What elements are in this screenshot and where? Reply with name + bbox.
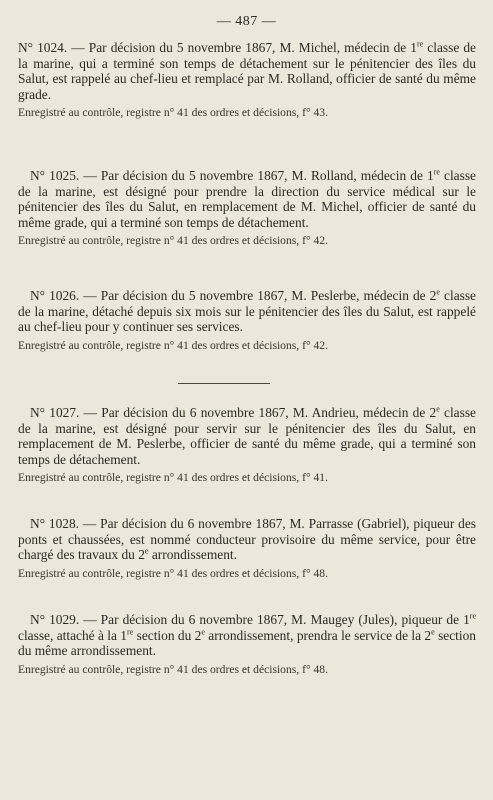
decision-entry-1024	[18, 40, 476, 120]
decision-entry-1028	[18, 516, 476, 581]
decision-text: N° 1027. — Par décision du 6 novembre 1867, M. Andrieu, médecin de 2e classe de la marine, est désigné pour servir sur le pénitencier des îles du Salut, en remplacement de M. Peslerbe, officier de santé du même grade, qui a terminé son temps de détachement.	[18, 404, 476, 467]
page-number: — 487 —	[216, 14, 277, 29]
decision-text: N° 1026. — Par décision du 5 novembre 1867, M. Peslerbe, médecin de 2e classe de la marine, détaché depuis six mois sur le pénitencier des îles du Salut, est rappelé au chef-lieu pour y continuer ses services.	[18, 287, 476, 335]
decision-text: N° 1024. — Par décision du 5 novembre 1867, M. Michel, médecin de 1re classe de la marine, qui a terminé son temps de détachement sur le pénitencier des îles du Salut, est rappelé au chef-lieu et remplacé par M. Rolland, officier de santé du même grade.	[18, 39, 476, 102]
decision-text: N° 1029. — Par décision du 6 novembre 1867, M. Maugey (Jules), piqueur de 1re classe, attaché à la 1re section du 2e arrondissement, prendra le service de la 2e section du même arrondissement.	[18, 611, 477, 659]
decision-entry-1025	[18, 168, 476, 248]
section-separator	[178, 383, 270, 384]
registry-note: Enregistré au contrôle, registre n° 41 des ordres et décisions, f° 42.	[18, 234, 328, 248]
decision-entry-1027	[18, 405, 476, 485]
decision-entry-1026	[18, 288, 476, 353]
registry-note: Enregistré au contrôle, registre n° 41 des ordres et décisions, f° 43.	[18, 106, 328, 120]
decision-entry-1029	[18, 612, 476, 677]
registry-note: Enregistré au contrôle, registre n° 41 des ordres et décisions, f° 48.	[18, 662, 328, 676]
decision-text: N° 1025. — Par décision du 5 novembre 1867, M. Rolland, médecin de 1re classe de la marine, est désigné pour prendre la direction du service médical sur le pénitencier des îles du Salut, en remplacement de M. Michel, officier de santé du même grade, qui a terminé son temps de détachement.	[18, 167, 476, 230]
decision-text: N° 1028. — Par décision du 6 novembre 1867, M. Parrasse (Gabriel), piqueur des ponts et chaussées, est nommé conducteur provisoire du même service, pour être chargé des travaux du 2e arrondissement.	[18, 516, 476, 563]
registry-note: Enregistré au contrôle, registre n° 41 des ordres et décisions, f° 41.	[18, 471, 328, 485]
registry-note: Enregistré au contrôle, registre n° 41 des ordres et décisions, f° 48.	[18, 566, 328, 580]
registry-note: Enregistré au contrôle, registre n° 41 des ordres et décisions, f° 42.	[18, 338, 328, 352]
